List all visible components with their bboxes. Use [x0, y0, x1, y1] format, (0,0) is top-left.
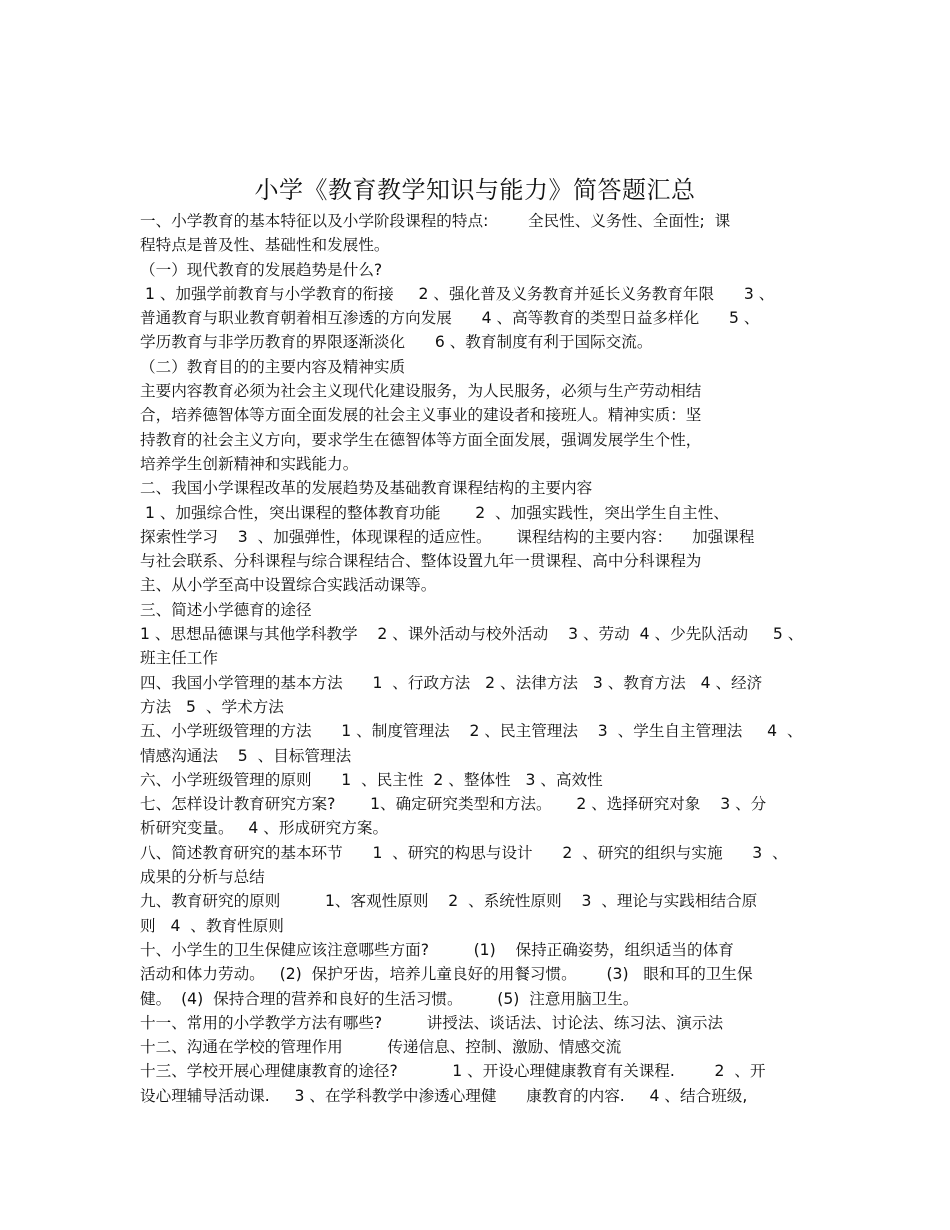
text-line: 主、从小学至高中设置综合实践活动课等。 [140, 576, 437, 595]
text-line: 设心理辅导活动课. 3 、在学科教学中渗透心理健 康教育的内容. 4 、结合班级, [140, 1086, 748, 1105]
text-line: 程特点是普及性、基础性和发展性。 [140, 236, 390, 255]
text-line: 十一、常用的小学教学方法有哪些? 讲授法、谈话法、讨论法、练习法、演示法 [140, 1013, 724, 1032]
text-line: 探索性学习 3 、加强弹性，体现课程的适应性。 课程结构的主要内容： 加强课程 [140, 527, 755, 546]
text-line: 一、小学教育的基本特征以及小学阶段课程的特点: 全民性、义务性、全面性; 课 [140, 212, 731, 230]
text-line: 普通教育与职业教育朝着相互渗透的方向发展 4 、高等教育的类型日益多样化 5 、 [140, 309, 760, 328]
text-line: 方法 5 、学术方法 [140, 697, 284, 716]
text-line: 培养学生创新精神和实践能力。 [140, 454, 359, 473]
text-line: 与社会联系、分科课程与综合课程结合、整体设置九年一贯课程、高中分科课程为 [140, 552, 702, 571]
text-line: 八、简述教育研究的基本环节 1 、研究的构思与设计 2 、研究的组织与实施 3 、 [140, 843, 788, 862]
text-line: 析研究变量。 4 、形成研究方案。 [140, 819, 389, 838]
text-line: 五、小学班级管理的方法 1 、制度管理法 2 、民主管理法 3 、学生自主管理法 4 、 [140, 722, 803, 741]
text-line: 十、小学生的卫生保健应该注意哪些方面? (1) 保持正确姿势，组织适当的体育 [140, 940, 734, 959]
text-line: 九、教育研究的原则 1、客观性原则 2 、系统性原则 3 、理论与实践相结合原 [140, 892, 758, 911]
text-line: 四、我国小学管理的基本方法 1 、行政方法 2 、法律方法 3 、教育方法 4 、经济 [140, 673, 763, 692]
text-line: 二、我国小学课程改革的发展趋势及基础教育课程结构的主要内容 [140, 479, 593, 498]
text-line: 学历教育与非学历教育的界限逐渐淡化 6 、教育制度有利于国际交流。 [140, 333, 653, 352]
text-line: 健。 (4) 保持合理的营养和良好的生活习惯。 (5) 注意用脑卫生。 [140, 989, 639, 1008]
text-line: 1 、加强学前教育与小学教育的衔接 2 、强化普及义务教育并延长义务教育年限 3 、 [140, 284, 775, 303]
text-line: 十三、学校开展心理健康教育的途径? 1 、开设心理健康教育有关课程. 2 、开 [140, 1062, 766, 1081]
text-line: （二）教育目的的主要内容及精神实质 [140, 357, 406, 376]
text-line: 主要内容教育必须为社会主义现代化建设服务，为人民服务，必须与生产劳动相结 [140, 382, 702, 401]
text-line: 持教育的社会主义方向，要求学生在德智体等方面全面发展，强调发展学生个性， [140, 430, 702, 449]
text-line: 成果的分析与总结 [140, 868, 265, 887]
text-line: 活动和体力劳动。 (2) 保护牙齿，培养儿童良好的用餐习惯。 (3) 眼和耳的卫生保 [140, 965, 753, 984]
text-line: 1 、思想品德课与其他学科教学 2 、课外活动与校外活动 3 、劳动 4 、少先队活动 5 、 [140, 625, 804, 644]
text-line: 七、怎样设计教育研究方案? 1、确定研究类型和方法。 2 、选择研究对象 3 、分 [140, 795, 767, 814]
document-body [140, 209, 820, 1108]
text-line: 十二、沟通在学校的管理作用 传递信息、控制、激励、情感交流 [140, 1038, 622, 1057]
text-line: 情感沟通法 5 、目标管理法 [140, 746, 352, 765]
document-title: 小学《教育教学知识与能力》简答题汇总 [254, 176, 696, 204]
text-line: 则 4 、教育性原则 [140, 916, 284, 935]
text-line: 1 、加强综合性，突出课程的整体教育功能 2 、加强实践性，突出学生自主性、 [140, 503, 729, 522]
text-line: （一）现代教育的发展趋势是什么? [140, 260, 383, 279]
text-line: 合，培养德智体等方面全面发展的社会主义事业的建设者和接班人。精神实质：坚 [140, 406, 702, 425]
text-line: 三、简述小学德育的途径 [140, 600, 312, 619]
text-line: 六、小学班级管理的原则 1 、民主性 2 、整体性 3 、高效性 [140, 770, 603, 789]
text-line: 班主任工作 [140, 649, 218, 668]
